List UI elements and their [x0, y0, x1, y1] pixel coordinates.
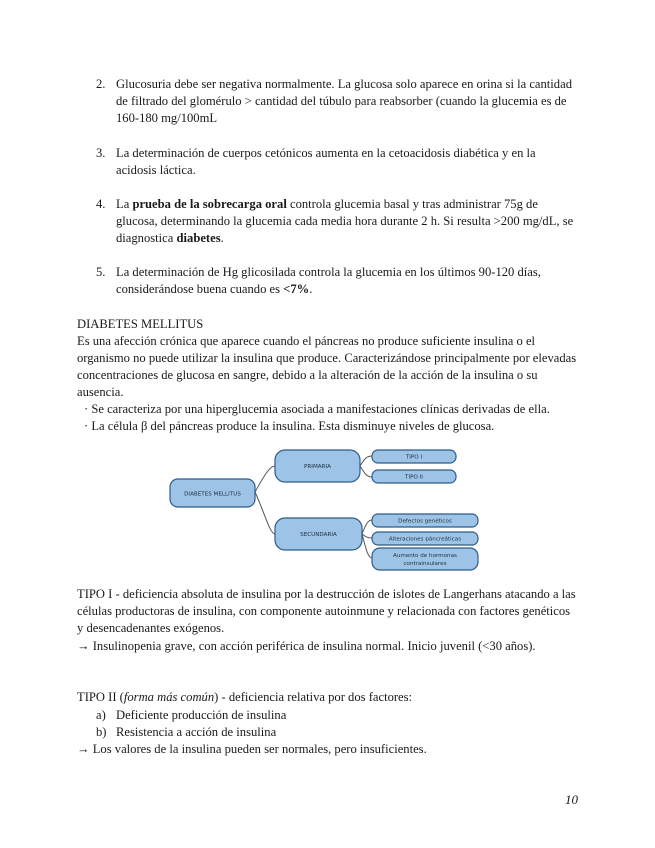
italic-term: forma más común	[123, 690, 215, 704]
definition-paragraph: Es una afección crónica que aparece cuando el páncreas no produce suficiente insulina o el organismo no puede utilizar la insulina que produce. Caracterizándose principalmente por elevadas concentraciones de glucosa en sangre, debido a la alteración de la acción de la insulina o su ausencia.	[77, 334, 577, 399]
tipo2-paragraph: TIPO II (forma más común) - deficiencia relativa por dos factores:	[77, 690, 413, 704]
list-number: 3.	[96, 146, 106, 160]
bullet-item: · Se caracteriza por una hiperglucemia asociada a manifestaciones clínicas derivadas de ella.	[84, 402, 550, 416]
tipo2-label: TIPO II	[405, 474, 423, 481]
list-item-2	[96, 76, 576, 127]
primary-label: PRIMARIA	[304, 464, 331, 470]
tipo2-item-a: a) Deficiente producción de insulina	[96, 708, 287, 722]
root-label: DIABETES MELLITUS	[184, 491, 241, 498]
bold-term: diabetes	[176, 231, 221, 245]
defectos-label: Defectos genéticos	[398, 518, 452, 525]
tipo1-label: TIPO I	[405, 454, 423, 461]
list-text: Glucosuria debe ser negativa normalmente. La glucosa solo aparece en orina si la cantidad de filtrado del glomérulo > cantidad del túbulo para reabsorber (cuando la glucemia es de 160-180 mg/100mL	[116, 77, 572, 125]
section-heading: DIABETES MELLITUS	[77, 317, 204, 331]
list-number: 2.	[96, 77, 106, 91]
tipo2-item-b: b) Resistencia a acción de insulina	[96, 725, 277, 739]
list-number: 5.	[96, 265, 106, 279]
alteraciones-label: Alteraciones páncreáticas	[388, 536, 462, 543]
list-item-5	[96, 264, 576, 298]
list-number: 4.	[96, 197, 106, 211]
tipo1-paragraph: TIPO I - deficiencia absoluta de insulina por la destrucción de islotes de Langerhans atacando a las células productoras de insulina, con componente autoinmune y relacionada con factores genéticos y desencadenantes exógenos.	[77, 587, 576, 635]
bold-term: prueba de la sobrecarga oral	[132, 197, 287, 211]
secondary-label: SECUNDARIA	[300, 532, 337, 538]
list-item-4	[96, 196, 576, 247]
list-text: La determinación de cuerpos cetónicos aumenta en la cetoacidosis diabética y en la acidosis láctica.	[116, 146, 536, 177]
page-number: 10	[565, 792, 578, 807]
list-text: La prueba de la sobrecarga oral controla glucemia basal y tras administrar 75g de glucosa, determinando la glucemia cada media hora durante 2 h. Si resulta >200 mg/dL, se diagnostica diabetes.	[116, 197, 574, 245]
list-item-3	[96, 145, 576, 179]
list-text: La determinación de Hg glicosilada controla la glucemia en los últimos 90-120 días, considerándose buena cuando es <7%.	[116, 265, 541, 296]
bold-term: <7%	[283, 282, 310, 296]
contrainsulares-label: contrainsulares	[403, 561, 447, 567]
tipo1-note: → Insulinopenia grave, con acción periférica de insulina normal. Inicio juvenil (<30 años).	[77, 639, 536, 653]
aumento-label: Aumento de hormonas	[393, 553, 457, 559]
tipo2-note: → Los valores de la insulina pueden ser normales, pero insuficientes.	[77, 742, 427, 756]
bullet-item: · La célula β del páncreas produce la insulina. Esta disminuye niveles de glucosa.	[84, 419, 495, 433]
classification-diagram	[160, 444, 490, 574]
